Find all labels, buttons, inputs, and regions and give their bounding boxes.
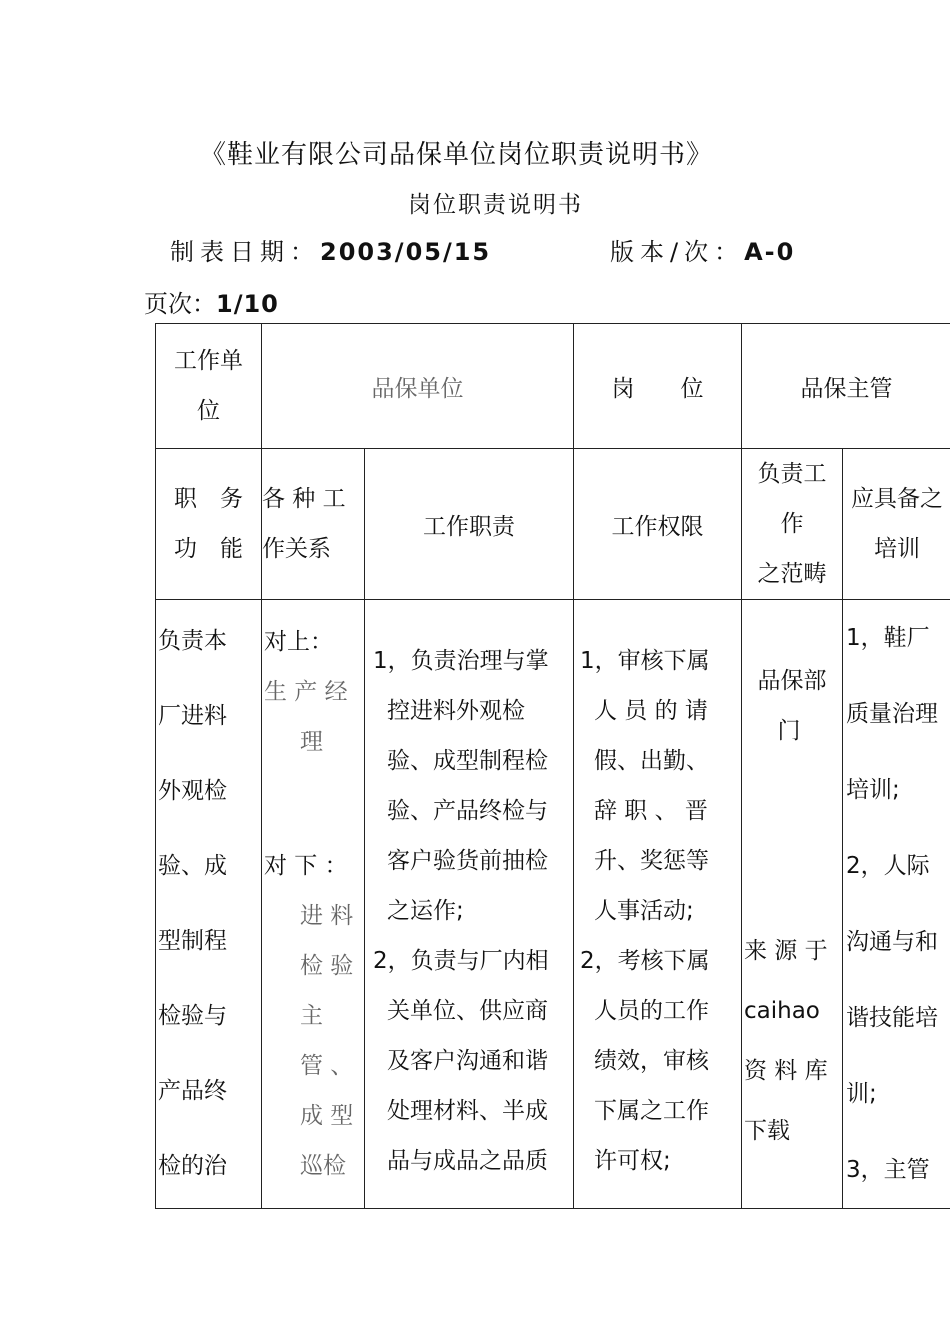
training-line: 培训; [846,777,900,803]
scope-line: 下载 [744,1118,790,1144]
rel-up-line: 理 [300,729,323,755]
scope-line: 品保部 [757,668,827,694]
header-scope [742,449,843,600]
version-block [610,232,795,267]
header-line: 作关系 [262,536,331,562]
page-number [144,284,279,319]
function-line: 验、成 [158,853,227,879]
page-label: 页次： [144,290,216,318]
rel-down-line: 巡检 [300,1153,346,1179]
training-line: 2，人际 [846,853,930,879]
rel-down-line: 主 [300,1003,323,1029]
authority-line: 升、奖惩等 [594,848,709,874]
training-line: 谐技能培 [846,1005,938,1031]
duty-line: 客户验货前抽检 [387,848,548,874]
training-cell [843,600,950,1209]
duty-line: 2，负责与厂内相 [373,948,549,974]
duty-line: 处理材料、半成 [387,1098,548,1124]
rel-down-line: 成 型 [300,1103,354,1129]
function-line: 厂进料 [158,703,227,729]
header-line: 工作权限 [611,513,704,540]
header-line: 应具备之 [851,486,943,512]
rel-down-line: 进 料 [300,903,354,929]
version-value: A-0 [744,238,796,266]
authority-line: 1，审核下属 [580,648,710,674]
authority-line: 人事活动; [594,898,694,924]
training-line: 质量治理 [846,701,938,727]
header-relations [262,449,365,600]
training-line: 沟通与和 [846,929,938,955]
authority-line: 下属之工作 [594,1098,709,1124]
training-line: 1，鞋厂 [846,625,930,651]
function-line: 检验与 [158,1003,227,1029]
rel-down-label: 对 下 ： [264,853,348,879]
unit-value-cell [262,324,574,449]
post-value-cell [742,324,950,449]
header-line: 工作职责 [423,513,515,540]
unit-label-line: 工作单 [174,348,243,374]
authority-line: 许可权; [594,1148,671,1174]
duty-line: 及客户沟通和谐 [387,1048,548,1074]
version-label: 版本/次： [610,238,745,266]
scope-cell [742,600,843,1209]
duty-table [155,323,950,1209]
duty-line: 之运作; [387,898,464,924]
page-value: 1/10 [216,290,279,318]
authority-line: 人 员 的 请 [594,698,708,724]
header-line: 培训 [874,536,920,562]
post-value: 品保主管 [800,375,893,402]
header-line: 功 能 [174,536,243,562]
duties-cell [365,600,574,1209]
authority-cell [574,600,742,1209]
post-label-cell [574,324,742,449]
duty-line: 1，负责治理与掌 [373,648,549,674]
header-duties [365,449,574,600]
function-line: 外观检 [158,778,227,804]
authority-line: 2，考核下属 [580,948,710,974]
relations-cell [262,600,365,1209]
rel-up-line: 生 产 经 [264,679,348,705]
training-line: 训; [846,1081,877,1107]
post-label: 岗 位 [611,375,704,402]
duty-line: 品与成品之品质 [387,1148,548,1174]
header-line: 各 种 工 [262,486,346,512]
function-cell [156,600,262,1209]
header-line: 作 [780,511,804,537]
authority-line: 假、出勤、 [594,748,709,774]
authority-line: 绩效，审核 [594,1048,709,1074]
scope-line: 来 源 于 [744,938,828,964]
duty-line: 验、产品终检与 [387,798,548,824]
header-function [156,449,262,600]
header-line: 职 务 [174,486,243,512]
rel-down-line: 检 验 [300,953,354,979]
function-line: 检的治 [158,1153,227,1179]
meta-line [170,232,796,267]
table-row-unit [156,324,950,449]
header-authority [574,449,742,600]
table-body-row [156,600,950,1209]
function-line: 产品终 [158,1078,227,1104]
function-line: 负责本 [158,628,227,654]
header-training [843,449,950,600]
rel-down-line: 管 、 [300,1053,354,1079]
header-line: 之范畴 [757,561,827,587]
document-subtitle: 岗位职责说明书 [408,192,583,218]
unit-value: 品保单位 [371,375,464,402]
header-line: 负责工 [757,461,827,487]
table-header-row [156,449,950,600]
unit-label-cell [156,324,262,449]
unit-label-line: 位 [197,398,220,424]
date-label: 制表日期： [170,238,320,266]
training-line: 3，主管 [846,1157,930,1183]
scope-line: caihao [744,998,820,1024]
duty-line: 验、成型制程检 [387,748,548,774]
document-title: 《鞋业有限公司品保单位岗位职责说明书》 [200,140,714,170]
scope-line: 资 料 库 [744,1058,828,1084]
authority-line: 人员的工作 [594,998,709,1024]
authority-line: 辞 职 、 晋 [594,798,708,824]
date-value: 2003/05/15 [320,238,492,266]
function-line: 型制程 [158,928,227,954]
duty-line: 控进料外观检 [387,698,525,724]
rel-up-label: 对上： [264,629,333,655]
duty-line: 关单位、供应商 [387,998,548,1024]
scope-line: 门 [777,718,801,744]
